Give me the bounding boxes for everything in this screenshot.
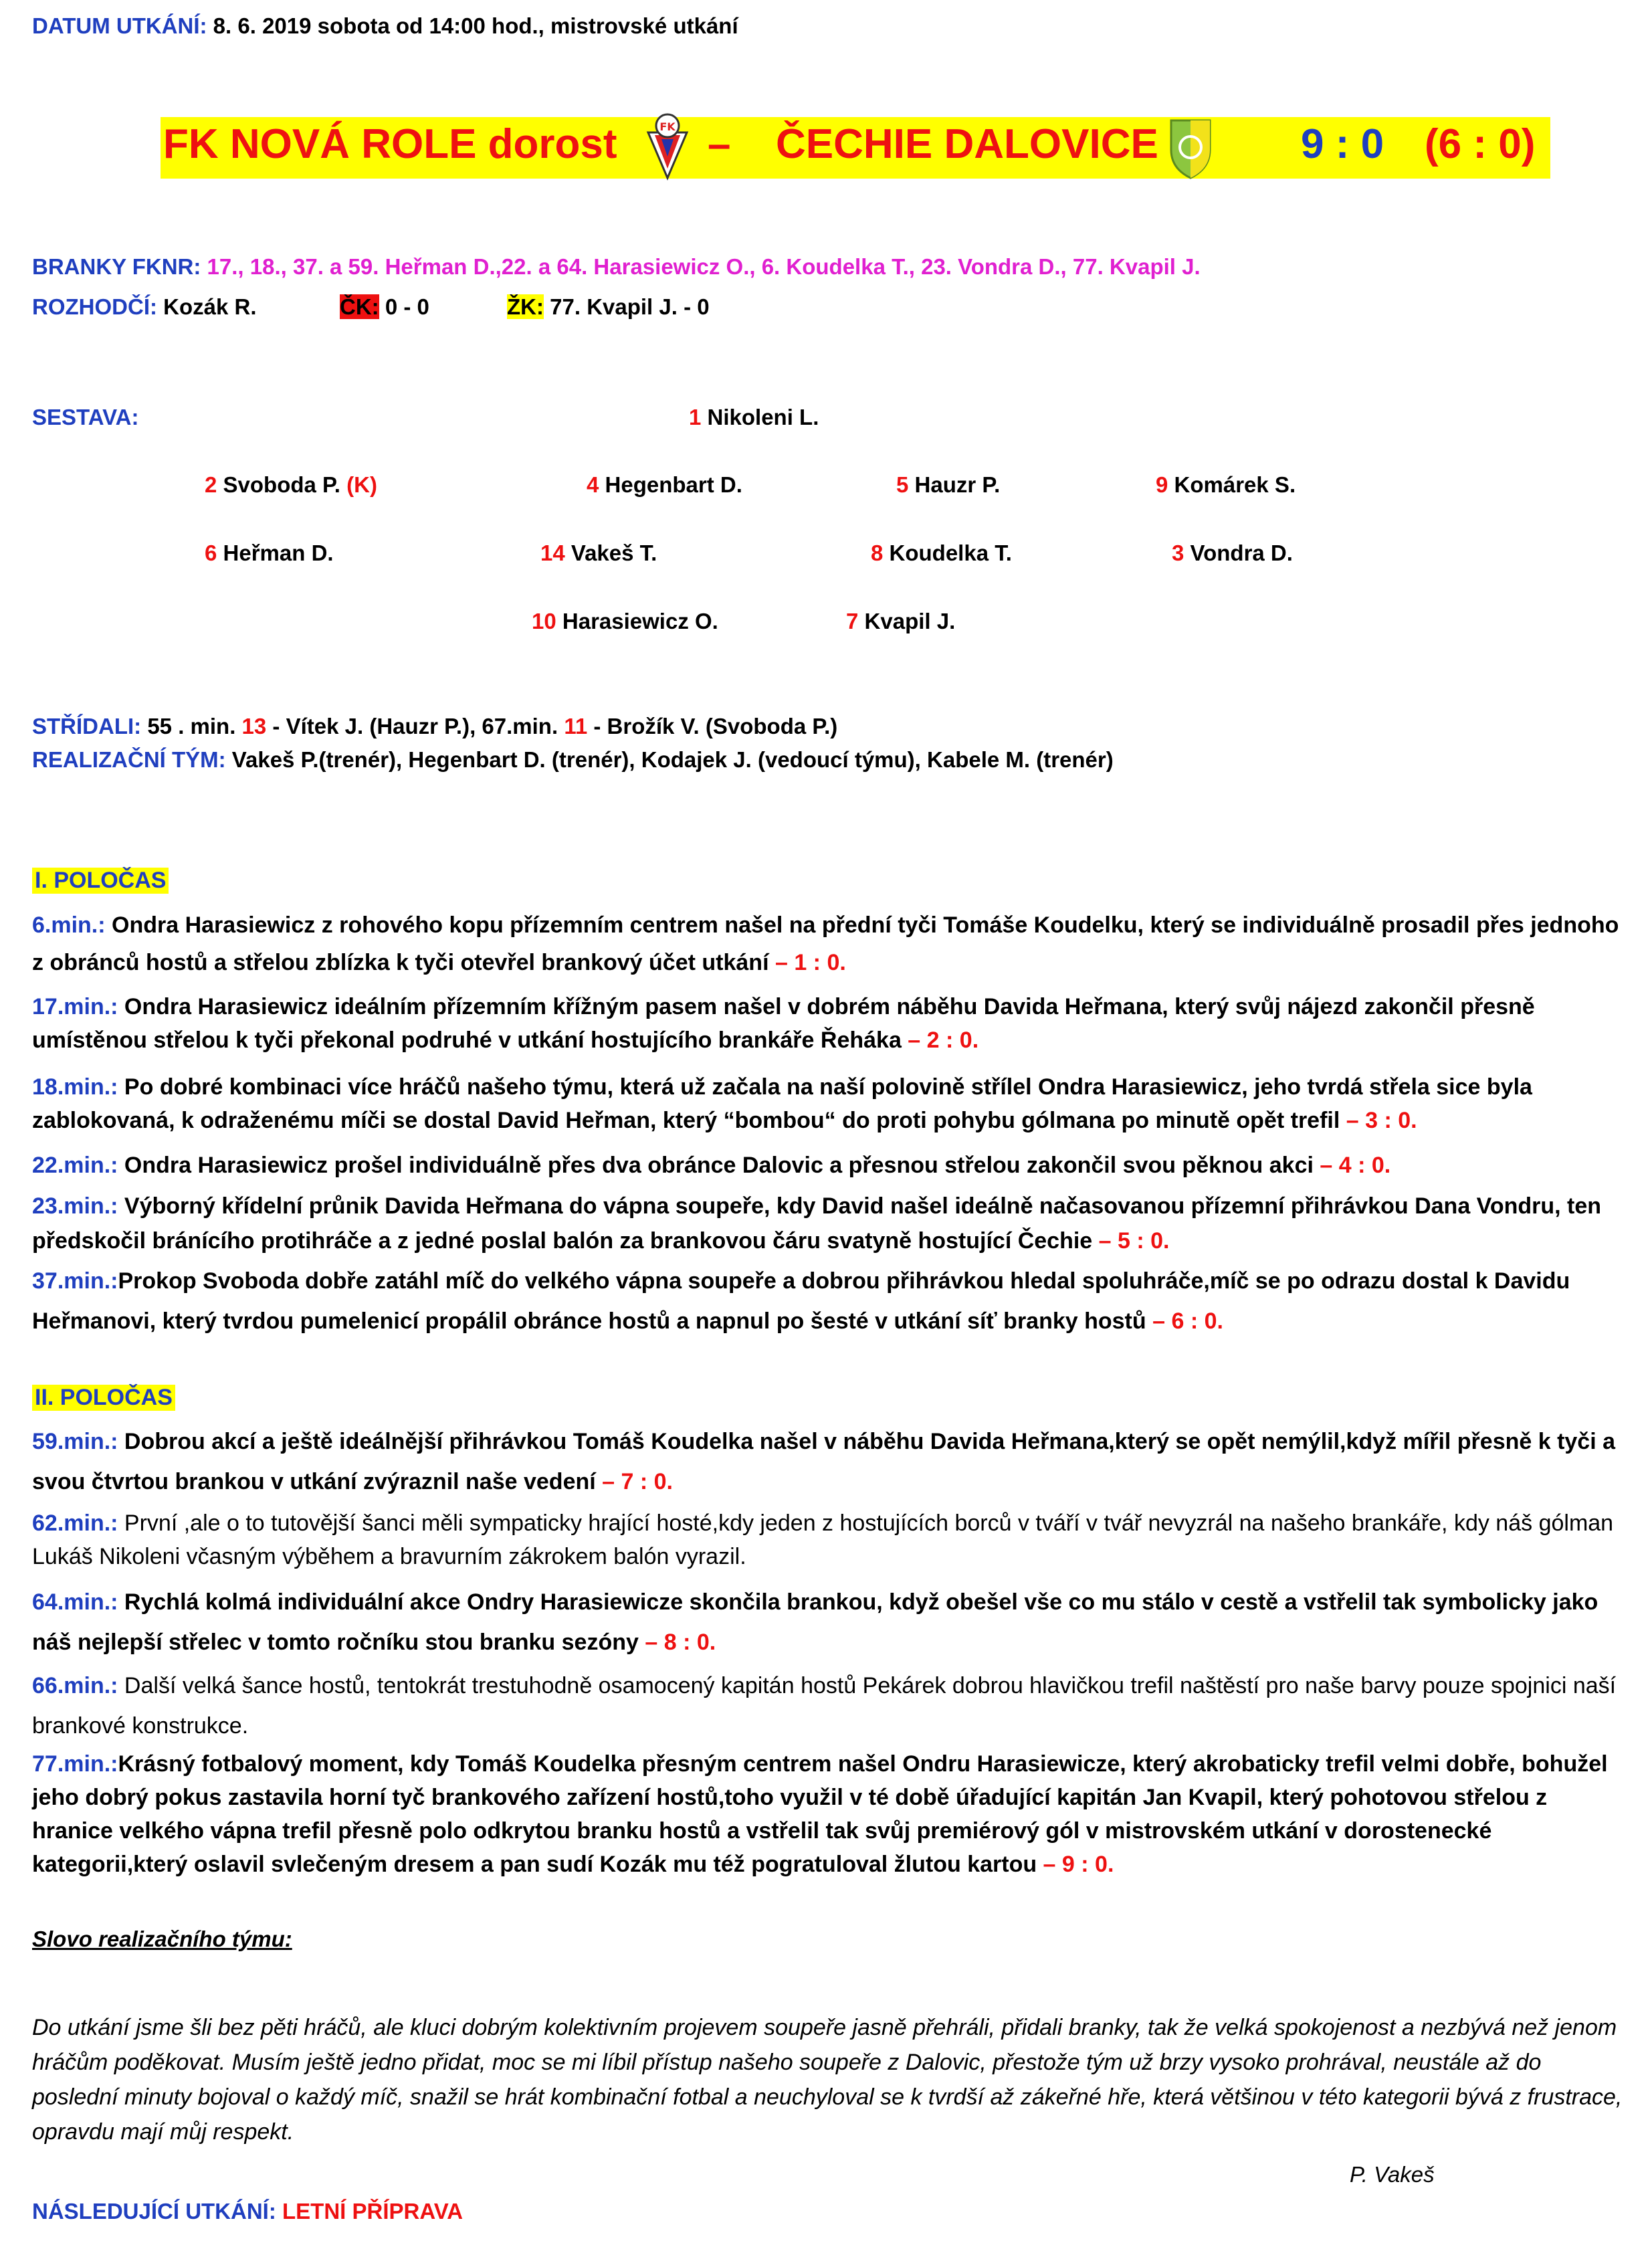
event-text: Ondra Harasiewicz z rohového kopu přízemním centrem našel na přední tyči Tomáše Koudelku, který se individuálně prosadil přes jednoho z obránců hostů a střelou zblízka k tyči otevřel brankový účet utkání bbox=[32, 912, 1619, 975]
player-number: 10 bbox=[532, 609, 556, 633]
staff-comment-heading: Slovo realizačního týmu: bbox=[32, 1927, 292, 1951]
event-paragraph bbox=[32, 1189, 1624, 1258]
event-minute: 18.min.: bbox=[32, 1074, 118, 1100]
lineup-player bbox=[1156, 472, 1296, 498]
event-score: – 1 : 0. bbox=[768, 950, 846, 975]
match-date-value: 8. 6. 2019 sobota od 14:00 hod., mistrovské utkání bbox=[207, 13, 738, 38]
event-score: – 9 : 0. bbox=[1037, 1852, 1114, 1877]
player-number: 4 bbox=[587, 472, 599, 497]
player-name: Nikoleni L. bbox=[701, 405, 819, 429]
lineup-player bbox=[587, 472, 742, 498]
event-text: První ,ale o to tutovější šanci měli sympaticky hrající hosté,kdy jeden z hostujících borců v tváří v tvář nevyzrál na našeho brankáře, kdy náš gólman Lukáš Nikoleni včasným výběhem a bravurním zákrokem balón vyrazil. bbox=[32, 1510, 1614, 1569]
player-number: 1 bbox=[689, 405, 702, 429]
player-name: Heřman D. bbox=[217, 541, 334, 565]
staff-value: Vakeš P.(trenér), Hegenbart D. (trenér), Kodajek J. (vedoucí týmu), Kabele M. (trenér) bbox=[225, 747, 1114, 772]
event-minute: 22.min.: bbox=[32, 1153, 118, 1178]
goals-value: 17., 18., 37. a 59. Heřman D.,22. a 64. Harasiewicz O., 6. Koudelka T., 23. Vondra D., 77. Kvapil J. bbox=[201, 254, 1201, 279]
event-text: Další velká šance hostů, tentokrát trestuhodně osamocený kapitán hostů Pekárek dobrou hlavičkou trefil naštěstí pro naše barvy pouze spojnici naší brankové konstrukce. bbox=[32, 1673, 1617, 1739]
fk-nova-role-logo-icon bbox=[645, 112, 690, 181]
substitutions-line bbox=[32, 714, 837, 739]
event-minute: 77.min.: bbox=[32, 1751, 118, 1777]
lineup-player bbox=[540, 541, 657, 566]
player-name: Kvapil J. bbox=[858, 609, 956, 633]
event-score: – 2 : 0. bbox=[901, 1027, 979, 1053]
second-half-heading: II. POLOČAS bbox=[32, 1385, 175, 1411]
lineup-player bbox=[205, 472, 377, 498]
event-minute: 23.min.: bbox=[32, 1193, 118, 1219]
staff-label: REALIZAČNÍ TÝM: bbox=[32, 747, 226, 772]
player-number: 6 bbox=[205, 541, 217, 565]
player-number: 5 bbox=[896, 472, 909, 497]
halftime-score: (6 : 0) bbox=[1425, 121, 1536, 167]
player-name: Svoboda P. bbox=[217, 472, 347, 497]
next-match-label: NÁSLEDUJÍCÍ UTKÁNÍ: bbox=[32, 2199, 276, 2224]
player-number: 14 bbox=[540, 541, 565, 565]
player-number: 3 bbox=[1172, 541, 1184, 565]
lineup-label: SESTAVA: bbox=[32, 405, 139, 429]
goals-line bbox=[32, 254, 1201, 280]
captain-mark: (K) bbox=[346, 472, 377, 497]
event-text: Výborný křídelní průnik Davida Heřmana do vápna soupeře, kdy David našel ideálně načasovanou přízemní přihrávkou Dana Vondru, ten předskočil bránícího protihráče a z jedné poslal balón za brankovou čáru svatyně hostující Čechie bbox=[32, 1193, 1602, 1254]
event-minute: 62.min.: bbox=[32, 1510, 118, 1536]
signature: P. Vakeš bbox=[1350, 2162, 1435, 2187]
event-text: Ondra Harasiewicz ideálním přízemním křížným pasem našel v dobrém náběhu Davida Heřmana, který svůj nájezd zakončil přesně umístěnou střelou k tyči překonal podruhé v utkání hostujícího brankáře Řeháka bbox=[32, 994, 1535, 1053]
lineup-player bbox=[871, 541, 1012, 566]
yellow-card-label: ŽK: bbox=[507, 294, 544, 319]
referee-label: ROZHODČÍ: bbox=[32, 294, 157, 319]
substitutions-label: STŘÍDALI: bbox=[32, 714, 142, 739]
event-score: – 6 : 0. bbox=[1146, 1308, 1223, 1334]
lineup-player bbox=[896, 472, 1000, 498]
event-score: – 8 : 0. bbox=[638, 1630, 716, 1655]
event-score: – 5 : 0. bbox=[1092, 1228, 1170, 1254]
yellow-card-value: 77. Kvapil J. - 0 bbox=[543, 294, 710, 319]
event-paragraph bbox=[32, 1070, 1624, 1137]
event-paragraph bbox=[32, 1582, 1624, 1662]
player-name: Komárek S. bbox=[1168, 472, 1296, 497]
event-text: Rychlá kolmá individuální akce Ondry Harasiewicze skončila brankou, když obešel vše co mu stálo v cestě a vstřelil tak symbolicky jako náš nejlepší střelec v tomto ročníku stou branku sezóny bbox=[32, 1589, 1598, 1655]
event-paragraph bbox=[32, 1261, 1624, 1341]
goals-label: BRANKY FKNR: bbox=[32, 254, 201, 279]
referee-value: Kozák R. bbox=[157, 294, 257, 319]
next-match-value: LETNÍ PŘÍPRAVA bbox=[276, 2199, 463, 2224]
red-card-label: ČK: bbox=[340, 294, 379, 319]
player-number: 8 bbox=[871, 541, 884, 565]
player-name: Vakeš T. bbox=[564, 541, 657, 565]
event-score: – 4 : 0. bbox=[1313, 1153, 1391, 1178]
player-number: 7 bbox=[846, 609, 859, 633]
lineup-player bbox=[532, 609, 718, 634]
staff-line bbox=[32, 747, 1114, 773]
lineup-player bbox=[1172, 541, 1293, 566]
substitution-text: 55 . min. bbox=[141, 714, 242, 739]
event-text: Po dobré kombinaci více hráčů našeho týmu, která už začala na naší polovině střílel Ondra Harasiewicz, jeho tvrdá střela sice byla zablokovaná, k odraženému míči se dostal David Heřman, který “bombou“ do proti pohybu gólmana po minutě opět trefil bbox=[32, 1074, 1532, 1133]
event-minute: 66.min.: bbox=[32, 1673, 118, 1698]
next-match-line bbox=[32, 2199, 463, 2224]
match-date-label: DATUM UTKÁNÍ: bbox=[32, 13, 207, 38]
final-score: 9 : 0 bbox=[1301, 121, 1384, 167]
event-text: Dobrou akcí a ještě ideálnější přihrávkou Tomáš Koudelka našel v náběhu Davida Heřmana,který se opět nemýlil,když mířil přesně k tyči a svou čtvrtou brankou v utkání zvýraznil naše vedení bbox=[32, 1429, 1616, 1494]
event-minute: 17.min.: bbox=[32, 994, 118, 1019]
event-score: – 3 : 0. bbox=[1340, 1108, 1417, 1133]
event-score: – 7 : 0. bbox=[595, 1469, 673, 1494]
home-logo-text: FK bbox=[659, 120, 676, 133]
player-name: Vondra D. bbox=[1184, 541, 1293, 565]
away-team-name: ČECHIE DALOVICE bbox=[776, 121, 1158, 167]
substitution-text: - Brožík V. (Svoboda P.) bbox=[587, 714, 838, 739]
lineup-player bbox=[689, 405, 819, 430]
event-paragraph bbox=[32, 1506, 1624, 1573]
event-minute: 6.min.: bbox=[32, 912, 106, 938]
event-paragraph bbox=[32, 1149, 1624, 1182]
event-minute: 59.min.: bbox=[32, 1429, 118, 1454]
player-name: Harasiewicz O. bbox=[556, 609, 718, 633]
event-minute: 37.min.: bbox=[32, 1268, 118, 1294]
player-name: Koudelka T. bbox=[883, 541, 1012, 565]
event-minute: 64.min.: bbox=[32, 1589, 118, 1615]
sub-number: 13 bbox=[241, 714, 267, 739]
event-paragraph bbox=[32, 1747, 1624, 1881]
cechie-dalovice-logo-icon bbox=[1167, 115, 1214, 181]
red-card-line bbox=[340, 294, 429, 320]
event-text: Krásný fotbalový moment, kdy Tomáš Koudelka přesným centrem našel Ondru Harasiewicze, který akrobaticky trefil velmi dobře, bohužel jeho dobrý pokus zastavila horní tyč brankového zařízení hostů,toho využil v té době úřadující kapitán Jan Kvapil, který pohotovou střelou z hranice velkého vápna trefil přesně polo odkrytou branku hostů a vstřelil tak svůj premiérový gól v mistrovském utkání v dorostenecké kategorii,který oslavil svlečeným dresem a pan sudí Kozák mu též pogratuloval žlutou kartou bbox=[32, 1751, 1608, 1877]
sub-number: 11 bbox=[564, 714, 588, 739]
header-dash: – bbox=[708, 121, 731, 167]
lineup-player bbox=[205, 541, 334, 566]
event-paragraph bbox=[32, 906, 1624, 981]
event-text: Ondra Harasiewicz prošel individuálně přes dva obránce Dalovic a přesnou střelou zakončil svou pěknou akci bbox=[118, 1153, 1314, 1178]
lineup-player bbox=[846, 609, 955, 634]
yellow-card-line bbox=[507, 294, 710, 320]
event-paragraph bbox=[32, 990, 1624, 1057]
player-name: Hegenbart D. bbox=[599, 472, 742, 497]
red-card-value: 0 - 0 bbox=[379, 294, 429, 319]
substitution-text: - Vítek J. (Hauzr P.), 67.min. bbox=[266, 714, 564, 739]
staff-comment-text: Do utkání jsme šli bez pěti hráčů, ale kluci dobrým kolektivním projevem soupeře jasně přehráli, přidali branky, tak že velká spokojenost a nezbývá než jenom hráčům poděkovat. Musím ještě jedno přidat, moc se mi líbil přístup našeho soupeře z Dalovic, přestože tým už brzy vysoko prohrával, neustále až do poslední minuty bojoval o každý míč, snažil se hrát kombinační fotbal a neuchyloval se k tvrdší až zákeřné hře, která většinou v této kategorii bývá z frustrace, opravdu mají můj respekt. bbox=[32, 2015, 1623, 2145]
player-number: 2 bbox=[205, 472, 217, 497]
first-half-heading: I. POLOČAS bbox=[32, 868, 169, 894]
home-team-name: FK NOVÁ ROLE dorost bbox=[163, 121, 617, 167]
event-text: Prokop Svoboda dobře zatáhl míč do velkého vápna soupeře a dobrou přihrávkou hledal spoluhráče,míč se po odrazu dostal k Davidu Heřmanovi, který tvrdou pumelenicí propálil obránce hostů a napnul po šesté v utkání síť branky hostů bbox=[32, 1268, 1570, 1334]
player-name: Hauzr P. bbox=[908, 472, 1001, 497]
player-number: 9 bbox=[1156, 472, 1168, 497]
event-paragraph bbox=[32, 1421, 1624, 1502]
event-paragraph bbox=[32, 1666, 1624, 1746]
referee-line bbox=[32, 294, 257, 320]
match-date-line bbox=[32, 13, 738, 39]
